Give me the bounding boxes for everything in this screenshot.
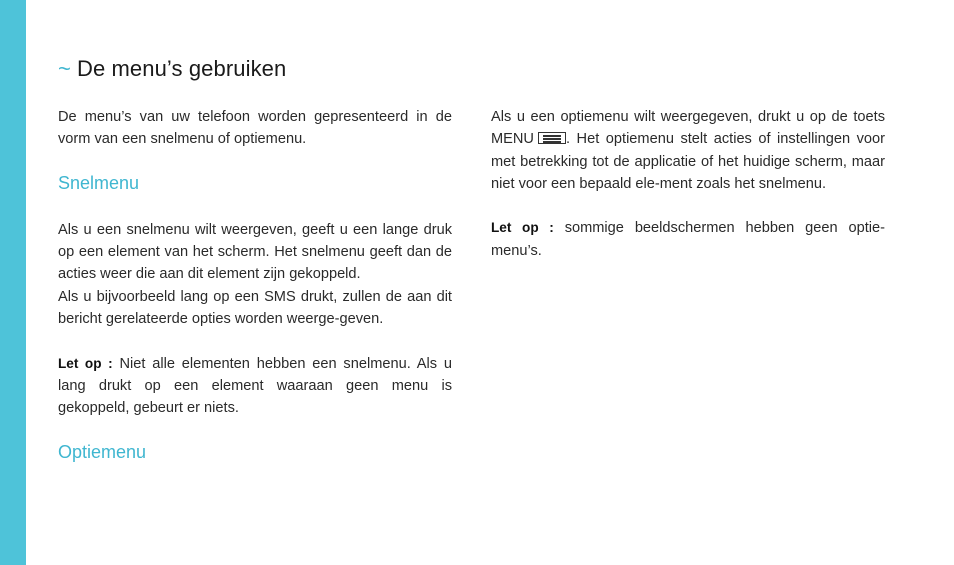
title-tilde: ~ [58,56,71,81]
note-text: sommige beeldschermen hebben geen optie-menu’s. [491,220,885,259]
section-title-optiemenu: Optiemenu [58,441,147,462]
paragraph-gap [58,330,452,352]
note-label: Let op : [58,355,113,371]
optiemenu-paragraph [491,106,885,195]
note-text: Niet alle elementen hebben een snelmenu. Als u lang drukt op een element waaraan geen menu is gekoppeld, gebeurt er niets. [58,355,452,417]
snelmenu-paragraph-2: Als u bijvoorbeeld lang op een SMS drukt, zullen de aan dit bericht gerelateerde opties worden weerge-geven. [58,288,452,328]
snelmenu-paragraph-1: Als u een snelmenu wilt weergeven, geeft u een lange druk op een element van het scherm. Het snelmenu geeft dan de acties weer die aan dit element zijn gekoppeld. [58,221,452,283]
paragraph-gap [491,195,885,217]
page-title [58,56,286,82]
optiemenu-text-after-icon: . Het optiemenu stelt acties of instellingen voor met betrekking tot de applicatie of het huidige scherm, maar niet voor een bepaald ele-ment zoals het snelmenu. [491,131,885,192]
intro-paragraph: De menu’s van uw telefoon worden gepresenteerd in de vorm van een snelmenu of optiemenu. [58,109,452,148]
snelmenu-note [58,353,452,420]
left-column [58,106,452,463]
page-title-text: De menu’s gebruiken [76,56,287,81]
section-title-snelmenu: Snelmenu [58,172,140,193]
right-column [491,106,885,262]
menu-key-icon [538,132,566,144]
side-accent-bar [0,0,26,565]
note-label: Let op : [491,220,554,236]
optiemenu-text-before-icon: Als u een optiemenu wilt weergegeven, drukt u op de toets MENU [491,109,885,148]
optiemenu-note [491,217,885,262]
